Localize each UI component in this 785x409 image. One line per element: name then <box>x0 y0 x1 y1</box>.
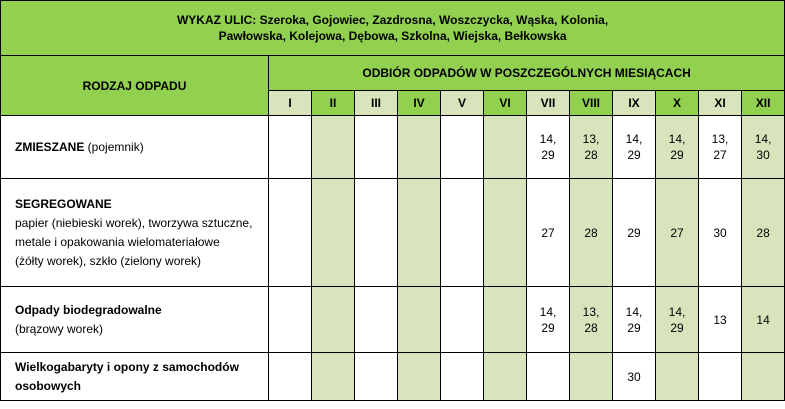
cell <box>269 353 312 401</box>
title-line-1: WYKAZ ULIC: Szeroka, Gojowiec, Zazdrosna, Woszczycka, Wąska, Kolonia, <box>176 13 609 27</box>
cell <box>527 287 570 353</box>
cell <box>269 179 312 287</box>
cell <box>699 353 742 401</box>
date: 29 <box>670 320 684 335</box>
row-label-bold: ZMIESZANE <box>15 140 85 154</box>
row-label <box>1 353 269 401</box>
cell <box>613 116 656 179</box>
cell <box>312 179 355 287</box>
date: 29 <box>670 148 684 162</box>
row-label-bold: Odpady biodegradowalne <box>15 302 162 317</box>
cell <box>656 179 699 287</box>
cell <box>355 353 398 401</box>
cell <box>441 116 484 179</box>
date: 30 <box>627 369 641 384</box>
row-label <box>1 179 269 287</box>
date: 29 <box>627 148 641 162</box>
street-list-title <box>1 1 785 56</box>
cell <box>269 287 312 353</box>
cell <box>312 287 355 353</box>
cell <box>484 116 527 179</box>
date: 14, <box>539 132 557 146</box>
date: 14, <box>539 304 557 319</box>
date: 14, <box>754 132 772 146</box>
month-header-2: II <box>312 91 355 116</box>
cell <box>355 287 398 353</box>
cell <box>570 179 613 287</box>
row-label-line: metale i opakowania wielomateriałowe <box>15 234 220 249</box>
cell <box>742 353 785 401</box>
row-label-bold: SEGREGOWANE <box>15 196 112 211</box>
date: 27 <box>713 148 727 162</box>
row-label-bold: Wielkogabaryty i opony z samochodów <box>15 359 239 374</box>
month-header-4: IV <box>398 91 441 116</box>
date: 27 <box>541 225 555 240</box>
cell <box>656 287 699 353</box>
month-header-10: X <box>656 91 699 116</box>
cell <box>656 353 699 401</box>
cell <box>527 179 570 287</box>
month-header-8: VIII <box>570 91 613 116</box>
cell <box>699 116 742 179</box>
cell <box>613 179 656 287</box>
date: 14, <box>668 132 686 146</box>
cell <box>742 287 785 353</box>
month-header-12: XII <box>742 91 785 116</box>
cell <box>699 287 742 353</box>
date: 29 <box>627 320 641 335</box>
date: 13, <box>582 132 600 146</box>
row-label <box>1 116 269 179</box>
row-label-line: papier (niebieski worek), tworzywa sztuczne, <box>15 215 253 230</box>
cell <box>613 287 656 353</box>
month-header-3: III <box>355 91 398 116</box>
cell <box>441 353 484 401</box>
cell <box>312 116 355 179</box>
cell <box>570 353 613 401</box>
row-bulky-waste <box>1 353 785 401</box>
cell <box>484 353 527 401</box>
row-label-line: (żółty worek), szkło (zielony worek) <box>15 253 202 268</box>
cell <box>484 179 527 287</box>
date: 28 <box>756 225 770 240</box>
date: 29 <box>541 148 555 162</box>
date: 13 <box>713 312 727 327</box>
date: 14, <box>625 132 643 146</box>
row-mixed <box>1 116 785 179</box>
cell <box>398 353 441 401</box>
cell <box>742 179 785 287</box>
cell <box>355 179 398 287</box>
cell <box>398 116 441 179</box>
month-header-5: V <box>441 91 484 116</box>
cell <box>742 116 785 179</box>
collection-header: ODBIÓR ODPADÓW W POSZCZEGÓLNYCH MIESIĄCACH <box>269 56 785 91</box>
date: 29 <box>541 320 555 335</box>
date: 30 <box>756 148 770 162</box>
month-header-6: VI <box>484 91 527 116</box>
date: 13, <box>582 304 600 319</box>
title-line-2: Pawłowska, Kolejowa, Dębowa, Szkolna, Wiejska, Bełkowska <box>218 29 567 43</box>
cell <box>527 353 570 401</box>
row-label-line: (brązowy worek) <box>15 321 104 336</box>
date: 14 <box>756 312 770 327</box>
month-header-11: XI <box>699 91 742 116</box>
date: 28 <box>584 225 598 240</box>
cell <box>398 179 441 287</box>
cell <box>398 287 441 353</box>
cell <box>613 353 656 401</box>
waste-type-header: RODZAJ ODPADU <box>1 56 269 116</box>
date: 29 <box>627 225 641 240</box>
cell <box>441 287 484 353</box>
cell <box>484 287 527 353</box>
row-label-bold: osobowych <box>15 378 82 393</box>
cell <box>312 353 355 401</box>
date: 28 <box>584 320 598 335</box>
row-label <box>1 287 269 353</box>
header-row <box>1 56 785 91</box>
cell <box>527 116 570 179</box>
cell <box>656 116 699 179</box>
date: 30 <box>713 225 727 240</box>
month-header-7: VII <box>527 91 570 116</box>
cell <box>699 179 742 287</box>
cell <box>355 116 398 179</box>
cell <box>570 116 613 179</box>
date: 28 <box>584 148 598 162</box>
cell <box>570 287 613 353</box>
month-header-1: I <box>269 91 312 116</box>
cell <box>441 179 484 287</box>
row-label-rest: (pojemnik) <box>84 140 144 154</box>
row-biodegradable <box>1 287 785 353</box>
date: 14, <box>625 304 643 319</box>
date: 14, <box>668 304 686 319</box>
row-segregated <box>1 179 785 287</box>
date: 13, <box>711 132 729 146</box>
month-header-9: IX <box>613 91 656 116</box>
title-row <box>1 1 785 56</box>
date: 27 <box>670 225 684 240</box>
cell <box>269 116 312 179</box>
